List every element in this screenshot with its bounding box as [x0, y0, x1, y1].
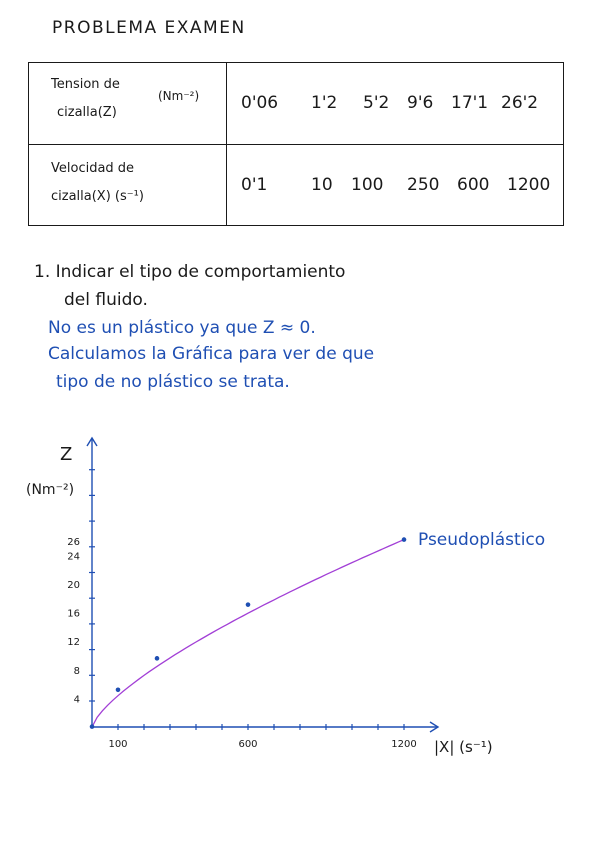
- unit-label: (Nm⁻²): [158, 89, 200, 103]
- data-point: [246, 602, 251, 607]
- y-tick-label: 8: [73, 665, 80, 677]
- y-tick-label: 24: [67, 551, 80, 563]
- value-cell: 0'1: [241, 174, 268, 195]
- page-title: PROBLEMA EXAMEN: [52, 18, 246, 38]
- value-cell: 0'06: [241, 93, 279, 114]
- value-cell: 1200: [507, 174, 551, 195]
- y-tick-label: 26: [67, 537, 80, 548]
- label-line2: cizalla(X) (s⁻¹): [51, 188, 144, 204]
- chart-axes: [87, 438, 438, 732]
- data-point: [116, 688, 121, 693]
- data-point: [155, 656, 160, 661]
- x-axis-label: |X| (s⁻¹): [434, 738, 493, 756]
- value-cell: 600: [457, 174, 490, 195]
- value-cell: 9'6: [407, 93, 434, 114]
- data-point: [90, 724, 95, 729]
- value-cell: 250: [407, 174, 440, 195]
- y-tick-label: 16: [67, 608, 80, 620]
- y-axis-unit: (Nm⁻²): [26, 482, 75, 498]
- y-tick-label: 20: [67, 579, 80, 591]
- chart-ticks: [67, 470, 416, 750]
- question-line2: del fluido.: [64, 290, 148, 310]
- value-cell: 17'1: [451, 93, 489, 114]
- x-tick-label: 1200: [391, 739, 417, 750]
- x-tick-label: 100: [108, 739, 128, 750]
- y-axis-label: Z: [60, 444, 73, 465]
- x-tick-label: 600: [238, 739, 258, 750]
- curve-annotation: Pseudoplástico: [418, 530, 546, 550]
- value-cell: 26'2: [501, 93, 539, 114]
- fit-curve: [92, 540, 404, 727]
- label-line2: cizalla(Z): [57, 105, 117, 120]
- question-line1: 1. Indicar el tipo de comportamiento: [34, 262, 346, 282]
- value-cell: 100: [351, 174, 384, 195]
- data-point: [402, 537, 407, 542]
- y-tick-label: 12: [67, 637, 80, 649]
- value-cell: 10: [311, 174, 333, 195]
- label-line1: Tension de: [51, 77, 120, 92]
- answer-line1: No es un plástico ya que Z ≈ 0.: [48, 318, 316, 338]
- answer-line3: tipo de no plástico se trata.: [56, 372, 290, 392]
- value-cell: 5'2: [363, 93, 390, 114]
- answer-line2: Calculamos la Gráfica para ver de que: [48, 344, 375, 364]
- value-cell: 1'2: [311, 93, 338, 114]
- y-tick-label: 4: [73, 694, 80, 706]
- chart-points: [90, 537, 407, 729]
- label-line1: Velocidad de: [51, 160, 135, 176]
